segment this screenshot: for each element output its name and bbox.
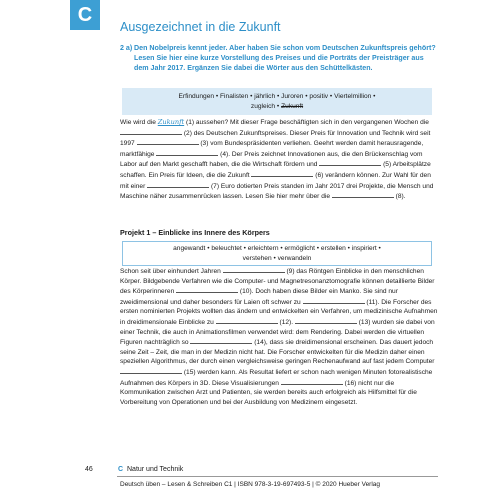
paragraph-intro: [120, 118, 438, 202]
answer-blank-5[interactable]: [319, 159, 381, 166]
answer-blank-8[interactable]: [332, 191, 394, 198]
text-segment: (4). Der Preis zeichnet Innovationen aus, die den Brückenschlag vom Labor auf den Markt geschafft haben, die die Wirtschaft fördern und: [120, 150, 423, 169]
text-segment: (13) wurden sie dabei von einer Technik, die auch in Animationsfilmen verwendet wird: dem Rendering. Dabei werden die virtuellen Figuren nachträglich so: [120, 318, 435, 347]
word-box-1-line2-text: zugleich •: [250, 103, 282, 110]
answer-blank-11[interactable]: [303, 297, 365, 304]
answer-blank-16[interactable]: [281, 378, 343, 385]
word-box-2: [122, 241, 432, 266]
answer-blank-4[interactable]: [156, 149, 218, 156]
text-segment: (14), dass sie dreidimensional erscheinen. Das dauert jedoch seine Zeit – Zeit, die man in der Medizin nicht hat. Die Forscher entwickelten für die Medizin daher einen speziellen Algorithmus, der durch einen vergleichsweise geringen Rechenaufwand auf fast jedem Computer: [120, 339, 435, 366]
answer-blank-15[interactable]: [120, 367, 182, 374]
text-segment: (6) verändern können. Zur Wahl für den mit einer: [120, 171, 431, 190]
text-segment: Schon seit über einhundert Jahren: [120, 268, 223, 275]
word-box-1-line2: [122, 102, 432, 112]
text-segment: Wie wird die: [120, 119, 158, 126]
chapter-tab: C: [70, 0, 100, 30]
answer-blank-13[interactable]: [295, 317, 357, 324]
text-segment: (10). Doch haben diese Bilder ein Manko. Sie sind nur zweidimensional und daher besonders für Laien oft schwer zu: [120, 288, 398, 306]
project-1-title: Projekt 1 – Einblicke ins Innere des Körpers: [120, 228, 270, 237]
word-box-2-line2: verstehen • verwandeln: [242, 255, 312, 262]
paragraph-project-1: [120, 266, 438, 407]
text-segment: (3) vom Bundespräsidenten verliehen. Geehrt werden damit herausragende, marktfähige: [120, 140, 424, 158]
answer-blank-9[interactable]: [223, 266, 285, 273]
answer-blank-6[interactable]: [251, 170, 313, 177]
task-instruction: [120, 43, 438, 73]
text-segment: (16) nicht nur die Kommunikation zwischen Arzt und Patienten, sie werden bereits auch erfolgreich als Hilfsmittel für die Vorbereitung von Operationen und bei der Ausbildung von Medizinern eingesetzt.: [120, 379, 417, 406]
text-segment: (12).: [277, 318, 295, 326]
text-segment: (7) Euro dotierten Preis standen im Jahr 2017 drei Projekte, die Mensch und Maschine näher zusammenrücken lassen. Lesen Sie hier mehr über die: [120, 182, 434, 201]
text-segment: (15) werden kann. Als Resultat liefert er schon nach wenigen Minuten fotorealistische Aufnahmen des Körpers in 3D. Diese Visualisierungen: [120, 368, 433, 387]
text-segment: (11). Die Forscher des ersten nominierten Projekts wollten das ändern und entwickelten ein Verfahren, um medizinische Aufnahmen in dreidimensionale Einblicke zu: [120, 298, 438, 326]
answer-blank-10[interactable]: [176, 286, 238, 293]
footer-divider: [117, 476, 438, 477]
word-box-2-line1: angewandt • beleuchtet • erleichtern • ermöglicht • erstellen • inspiriert •: [173, 245, 381, 252]
publisher-info: Deutsch üben – Lesen & Schreiben C1 | ISBN 978-3-19-697493-5 | © 2020 Hueber Verlag: [120, 481, 381, 488]
section-title: Ausgezeichnet in die Zukunft: [120, 20, 281, 34]
text-segment: (1) aussehen? Mit dieser Frage beschäftigten sich in den vergangenen Wochen die: [184, 119, 429, 126]
answer-blank-14[interactable]: [190, 337, 252, 344]
answer-blank-3[interactable]: [137, 138, 199, 145]
word-box-1-line1: Erfindungen • Finalisten • jährlich • Juroren • positiv • Viertelmillion •: [178, 93, 376, 100]
text-segment: (5) Arbeitsplätze schaffen. Ein Preis für Ideen, die die Zukunft: [120, 161, 431, 179]
task-number: 2 a): [120, 44, 133, 52]
text-segment: (8).: [393, 193, 406, 201]
chapter-letter: C: [118, 466, 124, 473]
used-word: Zukunft: [281, 103, 304, 110]
answer-blank-12[interactable]: [216, 317, 278, 324]
task-text: Den Nobelpreis kennt jeder. Aber haben Sie schon vom Deutschen Zukunftspreis gehört? Lesen Sie hier eine kurze Vorstellung des Preises und die Porträts der Preisträger aus dem Jahr 2017. Ergänzen Sie dabei die Wörter aus den Schüttelkästen.: [134, 44, 436, 72]
chapter-title: Natur und Technik: [127, 466, 184, 473]
text-segment: (9) das Röntgen Einblicke in den menschlichen Körper. Bildgebende Verfahren wie die Computer- und Magnetresonanztomografie können detaillierte Bilder des Körperinneren: [120, 268, 435, 296]
text-segment: (2) des Deutschen Zukunftspreises. Dieser Preis für Innovation und Technik wird seit 1997: [120, 129, 431, 148]
answer-blank-7[interactable]: [147, 181, 209, 188]
word-box-1: [122, 88, 432, 115]
handwritten-answer: Zukunft: [157, 118, 185, 126]
answer-blank-2[interactable]: [120, 128, 182, 135]
page-number: 46: [85, 466, 93, 473]
